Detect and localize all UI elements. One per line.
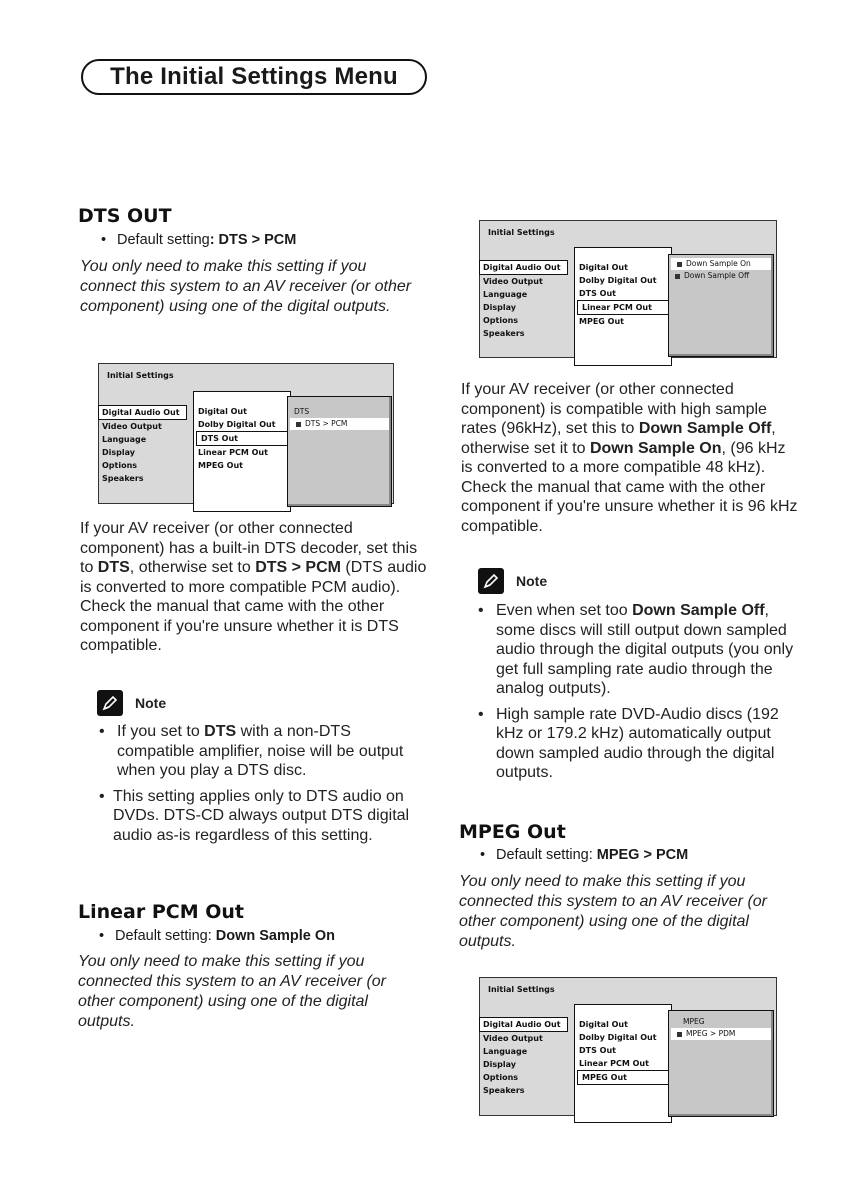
menu-item-language[interactable]: Language (483, 290, 528, 299)
settings-screen-dts (98, 363, 394, 504)
screen-menu (480, 1017, 568, 1097)
linear-heading: Linear PCM Out (78, 901, 244, 923)
menu-item-language[interactable]: Language (102, 435, 147, 444)
menu-item-video-output[interactable]: Video Output (102, 422, 162, 431)
menu-item-speakers[interactable]: Speakers (483, 329, 525, 338)
bullet-icon: • (480, 847, 486, 863)
option-label: Down Sample Off (684, 271, 750, 280)
bullet-icon: • (99, 928, 105, 944)
submenu-digital-out[interactable]: Digital Out (579, 263, 628, 272)
linear-note-list (478, 601, 808, 789)
option-dts-pcm[interactable] (290, 418, 389, 430)
selected-square-icon (677, 1032, 682, 1037)
option-mpeg-pdm[interactable] (671, 1028, 771, 1040)
screen-submenu (574, 1004, 672, 1123)
default-label: Default setting: (496, 847, 597, 863)
text-bold: DTS > PCM (255, 559, 341, 576)
settings-screen-mpeg (479, 977, 777, 1116)
option-label: MPEG > PDM (686, 1029, 736, 1038)
dts-heading: DTS OUT (78, 205, 172, 227)
submenu-dts-out[interactable]: DTS Out (579, 1046, 616, 1055)
option-mpeg[interactable]: MPEG (683, 1017, 705, 1026)
bullet-icon: • (99, 723, 105, 740)
text: , (96 kHz is converted to a more compatible 48 kHz). Check the manual that came with the other component if you're unsure whether it is 96 kHz compatible. (461, 439, 798, 535)
text: , otherwise set it to (461, 420, 776, 457)
option-down-sample-off[interactable] (669, 270, 773, 282)
menu-item-digital-audio-out[interactable]: Digital Audio Out (479, 260, 568, 275)
text: If your AV receiver (or other connected component) is compatible with high sample rates (96kHz), set this to (461, 381, 767, 437)
bullet-icon: • (99, 787, 105, 805)
option-label: Down Sample On (686, 259, 751, 268)
menu-item-digital-audio-out[interactable]: Digital Audio Out (479, 1017, 568, 1032)
bullet-icon: • (478, 602, 484, 619)
submenu-dolby-digital-out[interactable]: Dolby Digital Out (579, 276, 657, 285)
option-dts[interactable]: DTS (294, 407, 310, 416)
option-label: DTS > PCM (305, 419, 348, 428)
note-label: Note (135, 695, 167, 711)
text: If your AV receiver (or other connected component) has a built-in DTS decoder, set this to (80, 520, 418, 576)
submenu-dolby-digital-out[interactable]: Dolby Digital Out (198, 420, 276, 429)
menu-item-video-output[interactable]: Video Output (483, 1034, 543, 1043)
submenu-digital-out[interactable]: Digital Out (579, 1020, 628, 1029)
note-item (99, 722, 419, 781)
text: If you set to (117, 723, 205, 740)
menu-item-options[interactable]: Options (483, 1073, 519, 1082)
square-icon (675, 274, 680, 279)
menu-item-display[interactable]: Display (102, 448, 135, 457)
dts-note-header (97, 690, 166, 716)
submenu-dolby-digital-out[interactable]: Dolby Digital Out (579, 1033, 657, 1042)
bullet-icon: • (101, 232, 107, 248)
menu-item-language[interactable]: Language (483, 1047, 528, 1056)
submenu-digital-out[interactable]: Digital Out (198, 407, 247, 416)
text: This setting applies only to DTS audio on DVDs. DTS-CD always output DTS digital audio as-is regardless of this setting. (113, 787, 410, 844)
menu-item-display[interactable]: Display (483, 303, 516, 312)
screen-submenu (193, 391, 291, 512)
screen-title: Initial Settings (488, 985, 555, 994)
submenu-dts-out[interactable]: DTS Out (579, 289, 616, 298)
text: (DTS audio is converted to more compatible PCM audio). Check the manual that came with the other component if you're unsure whether it is DTS compatible. (80, 559, 427, 654)
menu-item-display[interactable]: Display (483, 1060, 516, 1069)
mpeg-intro: You only need to make this setting if you connected this system to an AV receiver (or other component) using one of the digital outputs. (459, 873, 767, 950)
submenu-mpeg-out[interactable]: MPEG Out (198, 461, 243, 470)
submenu-dts-out[interactable]: DTS Out (196, 431, 290, 446)
text-bold: Down Sample Off (632, 602, 765, 619)
linear-note-header (478, 568, 547, 594)
submenu-mpeg-out[interactable]: MPEG Out (577, 1070, 671, 1085)
text: Even when set too (496, 602, 633, 619)
dts-intro: You only need to make this setting if you connect this system to an AV receiver (or other component) using one of the digital outputs. (80, 258, 412, 315)
menu-item-options[interactable]: Options (483, 316, 519, 325)
note-item (478, 601, 808, 699)
submenu-mpeg-out[interactable]: MPEG Out (579, 317, 624, 326)
option-down-sample-on[interactable] (671, 258, 771, 270)
menu-item-video-output[interactable]: Video Output (483, 277, 543, 286)
mpeg-default (480, 847, 688, 863)
default-value: : DTS > PCM (209, 232, 297, 248)
selected-square-icon (296, 422, 301, 427)
menu-item-digital-audio-out[interactable]: Digital Audio Out (98, 405, 187, 420)
menu-item-speakers[interactable]: Speakers (483, 1086, 525, 1095)
linear-default (99, 928, 335, 944)
pencil-note-icon (97, 690, 123, 716)
text: , otherwise set to (129, 559, 256, 576)
text: with a non-DTS compatible amplifier, noise will be output when you play a DTS disc. (117, 723, 404, 779)
submenu-linear-pcm-out[interactable]: Linear PCM Out (198, 448, 268, 457)
submenu-linear-pcm-out[interactable]: Linear PCM Out (579, 1059, 649, 1068)
text-bold: DTS (204, 723, 237, 740)
note-label: Note (516, 573, 548, 589)
menu-item-speakers[interactable]: Speakers (102, 474, 144, 483)
screen-title: Initial Settings (488, 228, 555, 237)
screen-options (668, 254, 774, 357)
dts-default (101, 232, 296, 248)
screen-menu (480, 260, 568, 340)
settings-screen-linear (479, 220, 777, 358)
linear-body (461, 380, 801, 536)
mpeg-heading: MPEG Out (459, 821, 566, 843)
menu-item-options[interactable]: Options (102, 461, 138, 470)
screen-submenu (574, 247, 672, 366)
note-item (478, 705, 808, 783)
screen-options (287, 396, 392, 507)
dts-body (80, 519, 430, 656)
screen-title: Initial Settings (107, 371, 174, 380)
screen-options (668, 1010, 774, 1117)
text-bold: DTS (97, 559, 130, 576)
bullet-icon: • (478, 705, 484, 723)
dts-note-list (99, 722, 419, 851)
text: High sample rate DVD-Audio discs (192 kHz or 179.2 kHz) automatically output down sampled audio through the digital outputs. (496, 705, 779, 781)
default-label: Default setting (117, 232, 210, 248)
pencil-note-icon (478, 568, 504, 594)
note-item (99, 787, 419, 846)
screen-menu (99, 405, 187, 485)
submenu-linear-pcm-out[interactable]: Linear PCM Out (577, 300, 671, 315)
text: , some discs will still output down sampled audio through the digital outputs (you only get full sampling rate audio through the analog outputs). (496, 602, 794, 697)
default-label: Default setting: (115, 928, 216, 944)
text-bold: Down Sample On (589, 439, 722, 457)
page-title: The Initial Settings Menu (81, 59, 427, 95)
linear-intro: You only need to make this setting if you connected this system to an AV receiver (or other component) using one of the digital outputs. (78, 953, 386, 1030)
text-bold: Down Sample Off (638, 420, 772, 437)
selected-square-icon (677, 262, 682, 267)
default-value: Down Sample On (215, 928, 335, 944)
default-value: MPEG > PCM (596, 847, 689, 863)
